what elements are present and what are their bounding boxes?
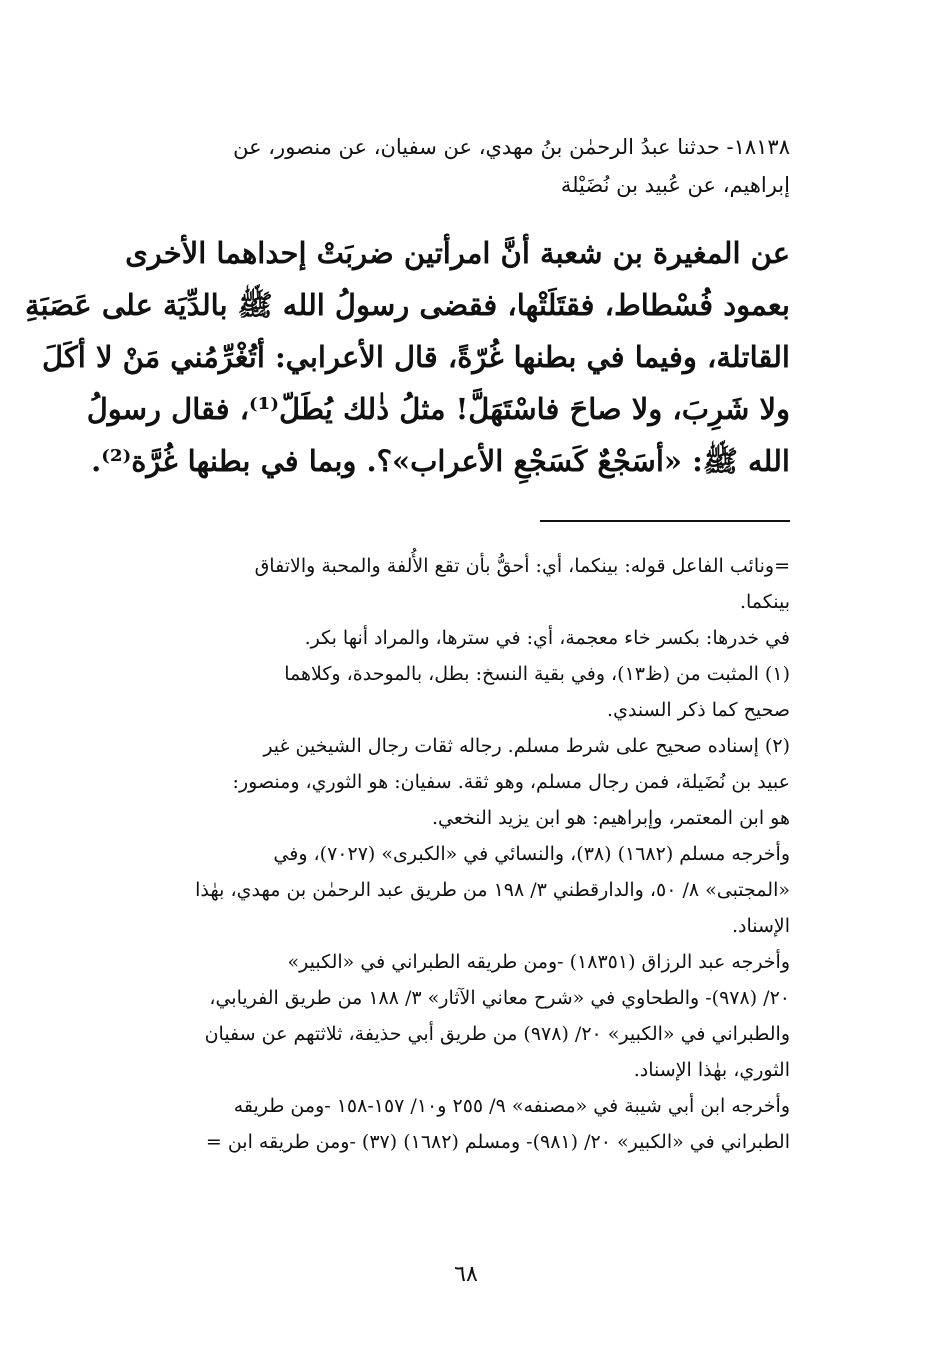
footnote-line: عبيد بن نُضَيلة، فمن رجال مسلم، وهو ثقة. سفيان: هو الثوري، ومنصور: [232, 771, 790, 793]
footnote-paragraph [95, 728, 790, 836]
footnote-line: وأخرجه مسلم (١٦٨٢) (٣٨)، والنسائي في «الكبرى» (٧٠٢٧)، وفي [273, 843, 790, 865]
footnotes [95, 548, 790, 1160]
footnote-line: في خدرها: بكسر خاء معجمة، أي: في سترها، والمراد أنها بكر. [304, 627, 790, 649]
isnad-line: إبراهيم، عن عُبيد بن نُضَيْلة [560, 173, 790, 197]
footnote-paragraph [95, 944, 790, 1088]
footnote-line: الإسناد. [731, 915, 790, 937]
footnote-line: وأخرجه عبد الرزاق (١٨٣٥١) -ومن طريقه الطبراني في «الكبير» [287, 951, 790, 973]
footnote-paragraph [95, 1088, 790, 1160]
footnote-paragraph [95, 836, 790, 944]
footnote-line: الطبراني في «الكبير» ٢٠/ (٩٨١)- ومسلم (١٦٨٢) (٣٧) -ومن طريقه ابن = [205, 1131, 790, 1153]
isnad-line: ١٨١٣٨- حدثنا عبدُ الرحمٰن بنُ مهدي، عن سفيان، عن منصور، عن [233, 135, 790, 159]
hadith-line: القاتلة، وفيما في بطنها غُرّةً، قال الأعرابي: أتُغْرِّمُني مَنْ لا أكَلَ [42, 340, 790, 374]
hadith-line: الله ﷺ: «أسَجْعٌ كَسَجْعِ الأعراب»؟. وبما في بطنها غُرَّة⁽²⁾. [91, 444, 790, 478]
hadith-line: بعمود فُسْطاط، فقتَلَتْها، فقضى رسولُ الله ﷺ بالدِّيَة على عَصَبَةِ [24, 288, 790, 322]
page-number: ٦٨ [454, 1262, 478, 1287]
footnote-line: بينكما. [739, 591, 790, 613]
footnote-line: ٢٠/ (٩٧٨)- والطحاوي في «شرح معاني الآثار» ٣/ ١٨٨ من طريق الفريابي، [209, 987, 790, 1009]
footnote-paragraph [95, 620, 790, 656]
footnote-line: «المجتبى» ٨/ ٥٠، والدارقطني ٣/ ١٩٨ من طريق عبد الرحمٰن بن مهدي، بهٰذا [195, 879, 790, 901]
hadith-line: ولا شَرِبَ، ولا صاحَ فاسْتَهَلَّ! مثلُ ذٰلك يُطَلّ⁽¹⁾، فقال رسولُ [86, 392, 790, 426]
footnote-line: الثوري، بهٰذا الإسناد. [633, 1059, 790, 1081]
hadith-isnad [95, 128, 790, 204]
footnote-paragraph [95, 548, 790, 620]
footnote-separator [540, 520, 790, 522]
footnote-paragraph [95, 656, 790, 728]
footnote-line: هو ابن المعتمر، وإبراهيم: هو ابن يزيد النخعي. [431, 807, 790, 829]
footnote-line: صحيح كما ذكر السندي. [607, 699, 790, 721]
footnote-line: =ونائب الفاعل قوله: بينكما، أي: أحقُّ بأن تقع الأُلفة والمحبة والاتفاق [254, 555, 790, 577]
footnote-line: (٢) إسناده صحيح على شرط مسلم. رجاله ثقات رجال الشيخين غير [263, 735, 790, 757]
hadith-matn [24, 227, 790, 487]
footnote-line: (١) المثبت من (ظ١٣)، وفي بقية النسخ: بطل، بالموحدة، وكلاهما [284, 663, 790, 685]
footnote-line: والطبراني في «الكبير» ٢٠/ (٩٧٨) من طريق أبي حذيفة، ثلاثتهم عن سفيان [204, 1023, 790, 1045]
footnote-line: وأخرجه ابن أبي شيبة في «مصنفه» ٩/ ٢٥٥ و١٠/ ١٥٧-١٥٨ -ومن طريقه [233, 1095, 790, 1117]
hadith-line: عن المغيرة بن شعبة أنَّ امرأتين ضربَتْ إحداهما الأخرى [125, 236, 790, 270]
